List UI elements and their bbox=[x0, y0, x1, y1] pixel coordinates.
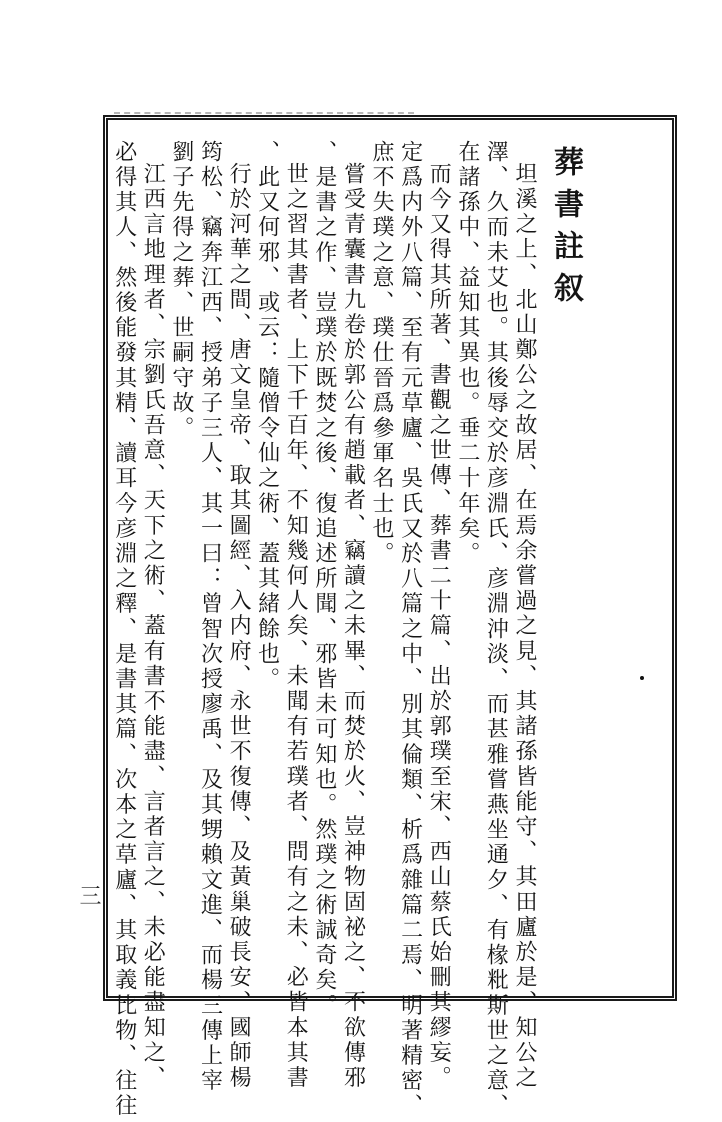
text-column: 坦溪之上、北山鄭公之故居、在焉余嘗過之見、其諸孫皆能守、其田廬於是、知公之 bbox=[512, 162, 537, 1091]
text-column: 劉子先得之葬、世嗣守故。 bbox=[168, 140, 194, 442]
page-number: 三 bbox=[76, 884, 101, 906]
text-column: 庶不失璞之意、璞仕晉爲參軍名士也。 bbox=[369, 140, 395, 567]
ink-speck bbox=[640, 676, 644, 680]
text-column: 世之習其書者、上下千百年、不知幾何人矣、未聞有若璞者、問有之未、必皆本其書 bbox=[283, 162, 309, 1091]
text-column: 嘗受青囊書九卷於郭公有趙載者、竊讀之未畢、而焚於火、豈神物固祕之、不欲傳邪 bbox=[340, 162, 366, 1091]
text-column: 行於河華之間、唐文皇帝、取其圖經、入内府、永世不復傳、及黃巢破長安、國師楊 bbox=[226, 162, 252, 1091]
text-column: 在諸孫中、益知其異也。垂二十年矣。 bbox=[454, 140, 480, 567]
document-title: 葬書註叙 bbox=[548, 146, 583, 314]
vertical-text-body bbox=[111, 140, 588, 1119]
text-column: 澤、久而未艾也。其後辱交於彦淵氏、彦淵沖淡、而甚雅嘗燕坐通夕、有椽粃斯世之意、 bbox=[483, 140, 509, 1119]
text-column: 、是書之作、豈璞於既焚之後、復追述所聞、邪皆未可知也。然璞之術誠奇矣。 bbox=[311, 140, 337, 1019]
text-column: 、此又何邪、或云：隨僧令仙之術、蓋其緒餘也。 bbox=[254, 140, 280, 693]
text-column: 筠松、竊奔江西、授弟子三人、其一曰：曾智次授廖禹、及其甥賴文進、而楊三傳上宰 bbox=[197, 140, 223, 1094]
text-column: 必得其人、然後能發其精、讀耳今彦淵之釋、是書其篇、次本之草廬、其取義比物、往往 bbox=[111, 140, 137, 1119]
text-column: 江西言地理者、宗劉氏吾意、天下之術、蓋有書不能盡、言者言之、未必能盡知之、 bbox=[140, 162, 166, 1091]
text-column: 定爲内外八篇、至有元草廬、吳氏又於八篇之中、別其倫類、析爲雜篇二焉、明著精密、 bbox=[397, 140, 423, 1119]
text-column: 而今又得其所著、書觀之世傳、葬書二十篇、出於郭璞至宋、西山蔡氏始刪其繆妄。 bbox=[426, 162, 452, 1091]
